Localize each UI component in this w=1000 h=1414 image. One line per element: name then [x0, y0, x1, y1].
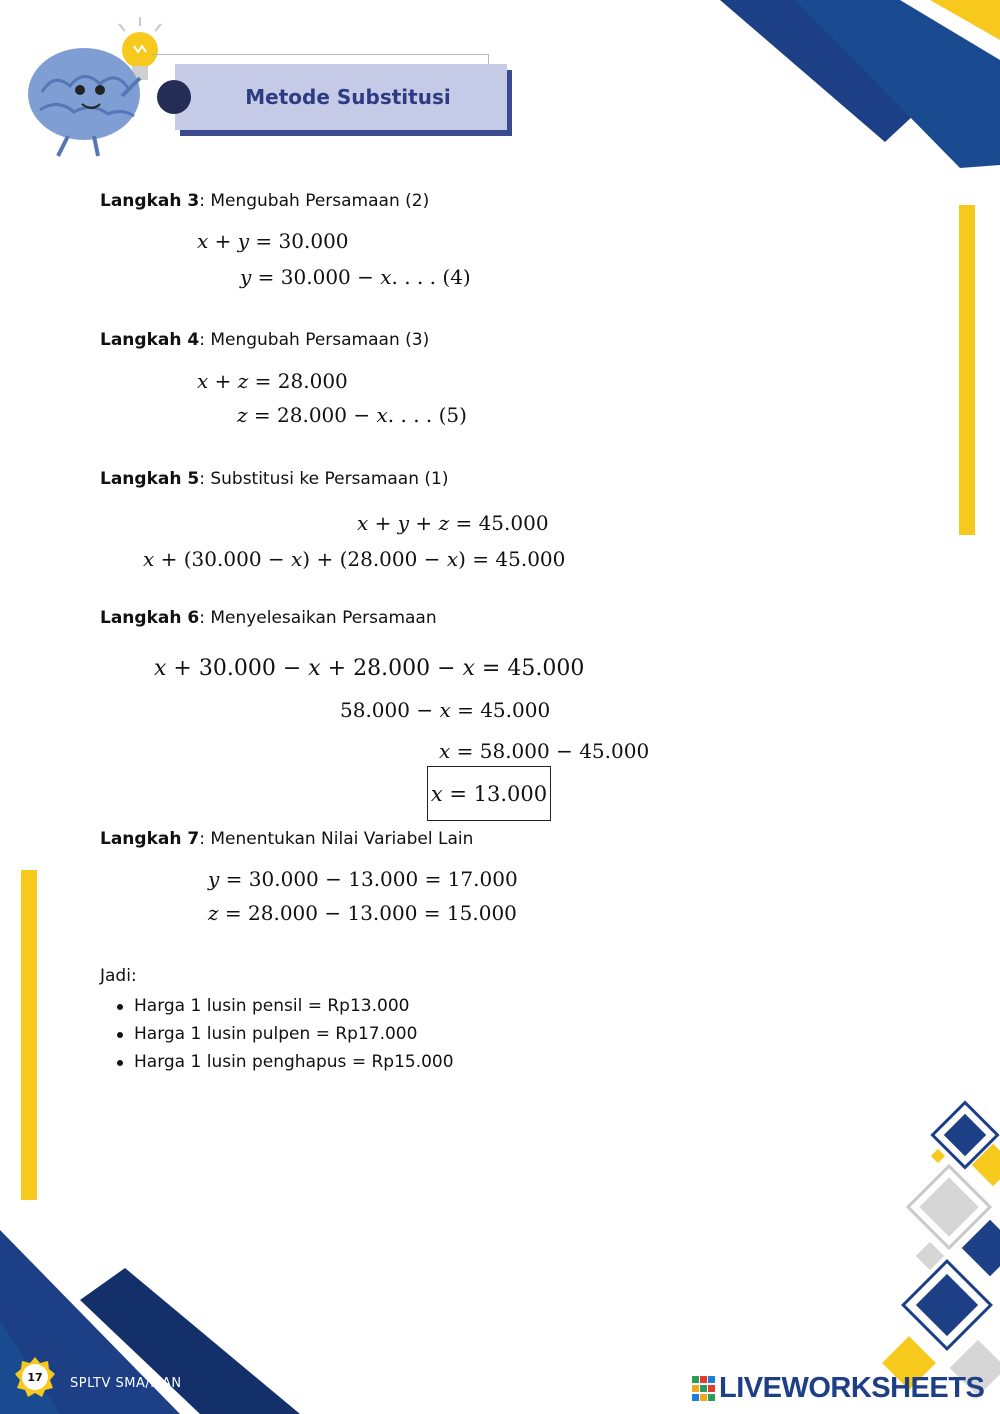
page-number: 17 [27, 1370, 43, 1384]
step-6-text: : Menyelesaikan Persamaan [199, 608, 437, 628]
equation: x = 58.000 − 45.000 [439, 739, 650, 763]
step-3-label: Langkah 3 [100, 191, 200, 211]
equation: x + 30.000 − x + 28.000 − x = 45.000 [154, 656, 585, 681]
brain-mascot-icon [22, 12, 172, 162]
step-7-text: : Menentukan Nilai Variabel Lain [199, 829, 474, 849]
equation: x + z = 28.000 [197, 369, 348, 393]
footer-label: SPLTV SMA/MAN [70, 1376, 182, 1391]
step-4-heading [100, 330, 429, 350]
equation: z = 28.000 − x. . . . (5) [237, 403, 467, 427]
corner-decoration-top-right [700, 0, 1000, 180]
step-5-label: Langkah 5 [100, 469, 200, 489]
step-7-heading [100, 829, 473, 849]
left-yellow-bar [21, 870, 37, 1200]
step-5-text: : Substitusi ke Persamaan (1) [199, 469, 449, 489]
list-item: Harga 1 lusin pensil = Rp13.000 [115, 994, 454, 1022]
step-5-heading [100, 469, 448, 489]
conclusion-intro: Jadi: [100, 966, 137, 986]
list-item: Harga 1 lusin penghapus = Rp15.000 [115, 1050, 454, 1078]
equation: x + y + z = 45.000 [357, 511, 549, 535]
step-3-text: : Mengubah Persamaan (2) [199, 191, 430, 211]
equation: y = 30.000 − x. . . . (4) [240, 265, 471, 289]
brand-name: LIVEWORKSHEETS [719, 1372, 985, 1404]
list-item: Harga 1 lusin pulpen = Rp17.000 [115, 1022, 454, 1050]
conclusion-list [115, 994, 454, 1078]
right-yellow-bar [959, 205, 975, 535]
step-3-heading [100, 191, 429, 211]
equation: y = 30.000 − 13.000 = 17.000 [208, 867, 518, 891]
liveworksheets-logo-icon [692, 1376, 716, 1402]
step-6-heading [100, 608, 437, 628]
step-7-label: Langkah 7 [100, 829, 200, 849]
title-banner [175, 64, 507, 130]
equation: x + (30.000 − x) + (28.000 − x) = 45.000 [143, 547, 566, 571]
page-title: Metode Substitusi [245, 85, 451, 109]
liveworksheets-logo[interactable] [692, 1372, 984, 1405]
boxed-result: x = 13.000 [427, 766, 551, 821]
diamond-pattern-decoration [880, 1100, 1000, 1414]
equation: 58.000 − x = 45.000 [340, 698, 551, 722]
step-6-label: Langkah 6 [100, 608, 200, 628]
equation: x + y = 30.000 [197, 229, 349, 253]
step-4-text: : Mengubah Persamaan (3) [199, 330, 430, 350]
step-4-label: Langkah 4 [100, 330, 200, 350]
title-dot [157, 80, 191, 114]
equation: z = 28.000 − 13.000 = 15.000 [208, 901, 517, 925]
